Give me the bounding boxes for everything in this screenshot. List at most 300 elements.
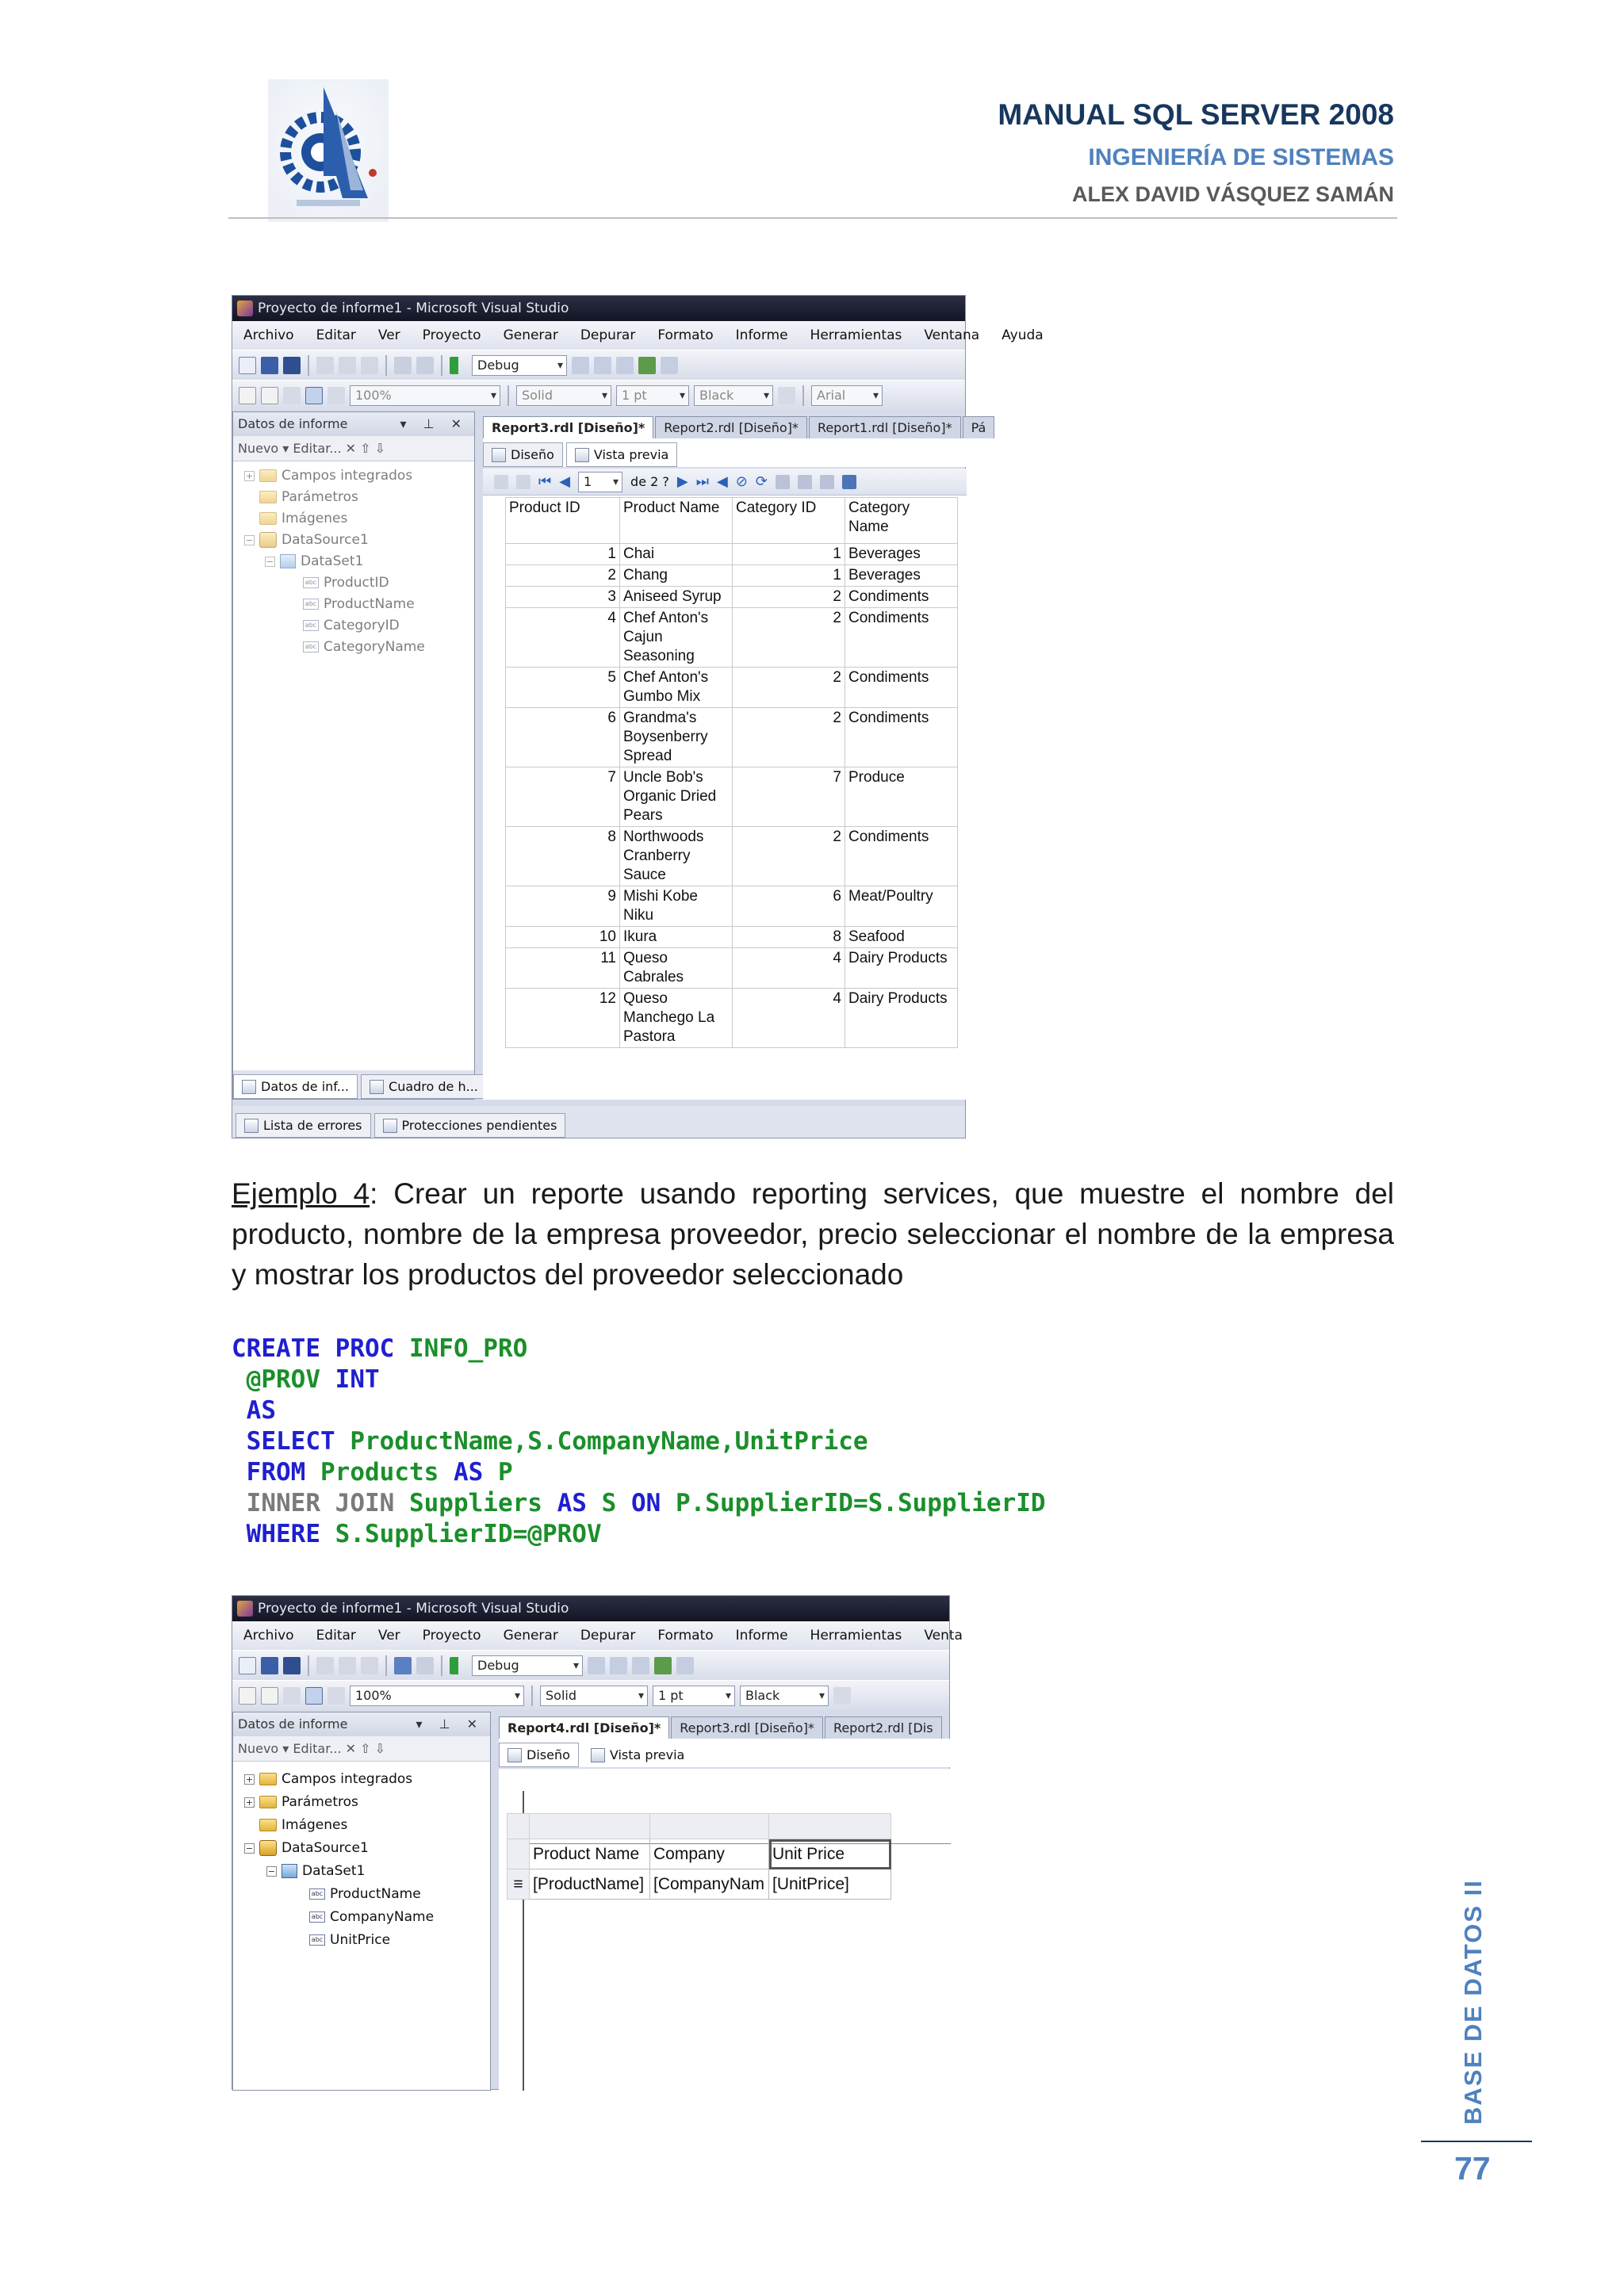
cell-category-id: 2 [733, 827, 845, 886]
document-map-icon[interactable] [516, 475, 530, 489]
header-cell-unit-price[interactable]: Unit Price [769, 1839, 891, 1869]
cell-category-id: 8 [733, 927, 845, 948]
status-tabs [232, 1106, 965, 1138]
cell-category-id: 2 [733, 708, 845, 767]
table-row [506, 886, 958, 927]
paste-icon[interactable] [361, 1657, 378, 1674]
report-data-panel [232, 411, 478, 1100]
cell-product-id: 9 [506, 886, 620, 927]
layout-icon[interactable] [283, 387, 301, 404]
collapse-icon[interactable]: − [245, 1843, 254, 1854]
solution-config-dropdown[interactable]: Debug ▾ [472, 1655, 583, 1676]
toolbar-separator [441, 355, 442, 376]
cell-product-id: 5 [506, 668, 620, 708]
solution-config-dropdown[interactable]: Debug ▾ [472, 355, 567, 376]
table-row [506, 668, 958, 708]
cell-product-name: Queso Manchego La Pastora [620, 989, 733, 1048]
expand-icon[interactable]: + [245, 1797, 254, 1808]
cell-product-name: Northwoods Cranberry Sauce [620, 827, 733, 886]
tree-item-campos-integrados[interactable]: + Campos integrados [245, 468, 413, 484]
cell-product-name: Chang [620, 565, 733, 587]
new-project-icon[interactable] [239, 357, 256, 374]
preview-table [505, 497, 958, 1048]
table-row [506, 927, 958, 948]
code-join-condition: P.SupplierID=S.SupplierID [675, 1489, 1046, 1517]
cell-category-id: 2 [733, 668, 845, 708]
properties-icon[interactable] [594, 357, 611, 374]
toolbar-separator [802, 385, 804, 406]
page-number: 77 [1454, 2150, 1491, 2187]
border-width-dropdown[interactable]: 1 pt ▾ [616, 385, 689, 406]
code-from: FROM [246, 1458, 306, 1487]
code-as: AS [246, 1396, 276, 1425]
zoom-dropdown[interactable]: 100% ▾ [350, 385, 500, 406]
field-icon: abc [309, 1888, 325, 1900]
code-where: WHERE [246, 1520, 320, 1548]
table-row [506, 708, 958, 767]
cell-category-name: Meat/Poultry [845, 886, 958, 927]
toolbox-icon[interactable] [632, 1657, 649, 1674]
menu-informe[interactable]: Informe [735, 1628, 788, 1644]
code-inner-join: INNER JOIN [246, 1489, 395, 1517]
export-icon[interactable] [842, 475, 856, 489]
cell-category-name: Dairy Products [845, 948, 958, 989]
save-icon[interactable] [261, 1657, 278, 1674]
cell-product-name: Ikura [620, 927, 733, 948]
toolbar-separator [308, 1655, 309, 1676]
panel-title: Datos de informe [238, 416, 348, 431]
tree-item-campos-integrados[interactable]: + Campos integrados [245, 1771, 413, 1787]
cell-category-id: 4 [733, 989, 845, 1048]
tab-report4[interactable]: Report4.rdl [Diseño]* [499, 1716, 669, 1739]
cell-product-id: 8 [506, 827, 620, 886]
copy-icon[interactable] [339, 357, 356, 374]
vs-window-preview [232, 295, 1044, 1138]
detail-row-handle-icon[interactable]: ≡ [508, 1869, 530, 1900]
paste-icon[interactable] [361, 357, 378, 374]
code-on: ON [630, 1489, 661, 1517]
panel-toolbar[interactable]: Nuevo ▾ Editar... ✕ ⇧ ⇩ [233, 1736, 490, 1762]
border-style-dropdown[interactable]: Solid ▾ [516, 385, 611, 406]
code-where-condition: S.SupplierID=@PROV [335, 1520, 602, 1548]
menu-ver[interactable]: Ver [377, 1628, 400, 1644]
collapse-icon[interactable]: − [266, 556, 274, 567]
tree-field-unitprice[interactable]: abc UnitPrice [309, 1932, 390, 1948]
cell-category-name: Condiments [845, 708, 958, 767]
folder-icon [259, 512, 277, 525]
code-proc-name: INFO_PRO [408, 1334, 528, 1363]
cell-category-id: 1 [733, 565, 845, 587]
start-debug-icon[interactable] [450, 1657, 467, 1674]
align-icon[interactable] [327, 387, 345, 404]
standard-toolbar [232, 1650, 949, 1680]
footer-divider [1421, 2141, 1532, 2142]
cell-product-id: 2 [506, 565, 620, 587]
pending-checkins-icon [383, 1119, 397, 1133]
expand-icon[interactable]: + [245, 1774, 254, 1785]
border-color-dropdown[interactable]: Black ▾ [740, 1686, 829, 1706]
menu-bar [232, 321, 1044, 350]
panel-window-controls[interactable]: ▾ ⊥ ✕ [416, 1716, 484, 1732]
menu-formato[interactable]: Formato [657, 327, 714, 343]
list-icon[interactable] [305, 1687, 323, 1705]
field-icon: abc [309, 1911, 325, 1923]
code-create-proc: CREATE PROC [232, 1334, 395, 1363]
window-title: Proyecto de informe1 - Microsoft Visual Studio [258, 300, 569, 316]
preview-toolbar [483, 469, 967, 496]
back-icon[interactable]: ◀ [716, 473, 728, 490]
cell-category-id: 4 [733, 948, 845, 989]
row-handle[interactable] [508, 1839, 530, 1869]
tab-lista-de-errores[interactable]: Lista de errores [236, 1113, 371, 1138]
table-row [506, 587, 958, 608]
save-all-icon[interactable] [283, 1657, 301, 1674]
code-table-products: Products [320, 1458, 439, 1487]
cell-product-name: Mishi Kobe Niku [620, 886, 733, 927]
previous-page-icon[interactable]: ◀ [559, 473, 571, 490]
cell-category-name: Beverages [845, 544, 958, 565]
table-row [506, 827, 958, 886]
menu-herramientas[interactable]: Herramientas [810, 1628, 902, 1644]
side-section-label: BASE DE DATOS II [1459, 1879, 1487, 2125]
code-alias-p: P [497, 1458, 513, 1487]
panel-bottom-tabs [233, 1070, 478, 1099]
menu-ventana[interactable]: Venta [924, 1628, 963, 1644]
cell-product-name: Chef Anton's Cajun Seasoning [620, 608, 733, 668]
list-icon[interactable] [305, 387, 323, 404]
tree-field-productname[interactable]: abc ProductName [309, 1886, 421, 1902]
tree-field-categoryid[interactable]: abc CategoryID [303, 618, 400, 633]
zoom-dropdown[interactable]: 100% ▾ [350, 1686, 524, 1706]
toolbar-separator [508, 385, 509, 406]
undo-icon[interactable] [394, 357, 412, 374]
report-data-icon [242, 1080, 256, 1094]
window-title-bar [232, 1596, 949, 1621]
redo-icon[interactable] [416, 1657, 434, 1674]
visual-studio-icon [237, 300, 253, 316]
cell-product-name: Uncle Bob's Organic Dried Pears [620, 767, 733, 827]
report-data-panel [232, 1712, 491, 2091]
column-header-category-name: Category Name [845, 498, 958, 544]
tab-report1[interactable]: Report1.rdl [Diseño]* [809, 416, 961, 438]
tree-item-datasource1[interactable]: − DataSource1 [245, 532, 369, 548]
menu-depurar[interactable]: Depurar [580, 1628, 636, 1644]
tab-vista-previa[interactable]: Vista previa [582, 1743, 693, 1767]
header-cell-product-name[interactable]: Product Name [530, 1839, 650, 1869]
code-int: INT [335, 1365, 380, 1394]
tree-field-productname[interactable]: abc ProductName [303, 596, 415, 612]
column-header-product-name: Product Name [620, 498, 733, 544]
menu-proyecto[interactable]: Proyecto [422, 327, 481, 343]
report-formatting-toolbar [232, 1680, 949, 1710]
tab-datos-de-informe[interactable]: Datos de inf... [233, 1074, 358, 1099]
vs-window-design [232, 1595, 963, 2090]
save-icon[interactable] [261, 357, 278, 374]
menu-generar[interactable]: Generar [503, 1628, 558, 1644]
view-tabs [483, 438, 967, 467]
report-design-surface [499, 1769, 951, 2091]
header-cell-company[interactable]: Company [650, 1839, 769, 1869]
start-debug-icon[interactable] [450, 357, 467, 374]
cell-product-id: 3 [506, 587, 620, 608]
field-icon: abc [309, 1934, 325, 1946]
new-project-icon[interactable] [239, 1657, 256, 1674]
panel-toolbar[interactable]: Nuevo ▾ Editar... ✕ ⇧ ⇩ [233, 436, 474, 461]
folder-icon [259, 1796, 277, 1808]
tree-item-parametros[interactable]: Parámetros [259, 489, 358, 505]
column-handle[interactable] [769, 1814, 891, 1839]
toolbar-separator [308, 355, 309, 376]
cell-category-id: 2 [733, 608, 845, 668]
cell-category-name: Beverages [845, 565, 958, 587]
border-style-dropdown[interactable]: Solid ▾ [540, 1686, 648, 1706]
code-param: @PROV [246, 1365, 320, 1394]
design-icon [492, 448, 506, 462]
object-browser-icon[interactable] [638, 357, 656, 374]
cell-product-id: 4 [506, 608, 620, 668]
report-data-panel-header [233, 1712, 490, 1736]
table-row [506, 544, 958, 565]
column-handle[interactable] [530, 1814, 650, 1839]
menu-bar [232, 1621, 963, 1650]
menu-generar[interactable]: Generar [503, 327, 558, 343]
stop-icon[interactable]: ⊘ [735, 473, 748, 490]
cell-product-name: Chef Anton's Gumbo Mix [620, 668, 733, 708]
tab-diseno[interactable]: Diseño [483, 442, 563, 467]
toolbar-separator [385, 355, 387, 376]
menu-ver[interactable]: Ver [377, 327, 400, 343]
tree-item-dataset1[interactable]: − DataSet1 [267, 1863, 366, 1879]
detail-cell-companyname[interactable]: [CompanyNam [650, 1869, 769, 1900]
cell-product-id: 11 [506, 948, 620, 989]
menu-informe[interactable]: Informe [735, 327, 788, 343]
collapse-icon[interactable]: − [267, 1866, 276, 1877]
cell-product-id: 1 [506, 544, 620, 565]
report-preview [483, 469, 967, 1100]
folder-icon [259, 469, 277, 482]
first-page-icon[interactable]: ⏮ [538, 473, 552, 490]
row-handle-corner[interactable] [508, 1814, 530, 1839]
menu-archivo[interactable]: Archivo [243, 1628, 294, 1644]
header-subtitle: INGENIERÍA DE SISTEMAS [1088, 144, 1394, 170]
tab-report2[interactable]: Report2.rdl [Diseño]* [655, 416, 807, 438]
last-page-icon[interactable]: ⏭ [695, 473, 709, 490]
design-column-handles [508, 1814, 891, 1839]
folder-icon [259, 491, 277, 503]
tab-report2[interactable]: Report2.rdl [Dis [825, 1716, 942, 1739]
menu-ayuda[interactable]: Ayuda [1002, 327, 1044, 343]
window-title: Proyecto de informe1 - Microsoft Visual Studio [258, 1601, 569, 1617]
table-header-row [506, 498, 958, 544]
layout-icon[interactable] [283, 1687, 301, 1705]
panel-title: Datos de informe [238, 1716, 348, 1732]
borders-icon[interactable] [778, 387, 795, 404]
window-title-bar [232, 296, 965, 321]
page-icon[interactable] [261, 1687, 278, 1705]
menu-proyecto[interactable]: Proyecto [422, 1628, 481, 1644]
cell-product-name: Grandma's Boysenberry Spread [620, 708, 733, 767]
toolbox-icon[interactable] [616, 357, 634, 374]
tab-more[interactable]: Pá [963, 416, 995, 438]
border-width-dropdown[interactable]: 1 pt ▾ [653, 1686, 735, 1706]
tree-field-categoryname[interactable]: abc CategoryName [303, 639, 425, 655]
cell-product-id: 10 [506, 927, 620, 948]
field-icon: abc [303, 599, 319, 610]
header-divider [228, 217, 1397, 219]
object-browser-icon[interactable] [654, 1657, 672, 1674]
column-handle[interactable] [650, 1814, 769, 1839]
print-icon[interactable] [776, 475, 790, 489]
report-formatting-toolbar [232, 380, 965, 410]
cell-category-name: Condiments [845, 608, 958, 668]
menu-ventana[interactable]: Ventana [924, 327, 980, 343]
page-count: de 2 ? [630, 474, 669, 489]
cut-icon[interactable] [316, 357, 334, 374]
cell-product-id: 12 [506, 989, 620, 1048]
menu-editar[interactable]: Editar [316, 327, 356, 343]
detail-cell-unitprice[interactable]: [UnitPrice] [769, 1869, 891, 1900]
menu-herramientas[interactable]: Herramientas [810, 327, 902, 343]
page-icon[interactable] [239, 1687, 256, 1705]
cell-category-name: Condiments [845, 587, 958, 608]
error-list-icon [244, 1119, 259, 1133]
window-icon[interactable] [661, 357, 678, 374]
tab-cuadro-de-herramientas[interactable]: Cuadro de h... [361, 1074, 487, 1099]
preview-icon [591, 1748, 605, 1762]
collapse-icon[interactable]: − [245, 534, 254, 545]
toolbar-separator [531, 1686, 533, 1706]
tree-item-imagenes[interactable]: Imágenes [259, 1817, 347, 1833]
example-4-description [232, 1173, 1394, 1295]
window-icon[interactable] [676, 1657, 694, 1674]
menu-depurar[interactable]: Depurar [580, 327, 636, 343]
column-header-product-id: Product ID [506, 498, 620, 544]
dataset-icon [282, 1864, 297, 1878]
folder-icon [259, 1819, 277, 1831]
table-row [506, 608, 958, 668]
preview-table-body [506, 544, 958, 1048]
report-data-panel-header [233, 412, 474, 436]
design-icon [508, 1748, 522, 1762]
cut-icon[interactable] [316, 1657, 334, 1674]
code-alias-s: S [601, 1489, 617, 1517]
tree-item-parametros[interactable]: + Parámetros [245, 1794, 358, 1810]
table-row [506, 767, 958, 827]
tab-protecciones-pendientes[interactable]: Protecciones pendientes [374, 1113, 566, 1138]
cell-category-name: Condiments [845, 668, 958, 708]
menu-formato[interactable]: Formato [657, 1628, 714, 1644]
undo-icon[interactable] [394, 1657, 412, 1674]
find-icon[interactable] [572, 357, 589, 374]
cell-product-name: Queso Cabrales [620, 948, 733, 989]
tab-report3[interactable]: Report3.rdl [Diseño]* [483, 416, 653, 438]
datasource-icon [259, 532, 277, 548]
toolbar-separator [441, 1655, 442, 1676]
view-tabs [499, 1739, 951, 1767]
cell-category-name: Produce [845, 767, 958, 827]
standard-toolbar [232, 350, 965, 380]
tree-item-imagenes[interactable]: Imágenes [259, 511, 347, 526]
design-header-row [508, 1839, 891, 1869]
page-number-input[interactable]: 1 ▾ [578, 472, 622, 492]
table-row [506, 948, 958, 989]
expand-icon[interactable]: + [245, 470, 254, 481]
print-layout-icon[interactable] [798, 475, 812, 489]
tree-field-productid[interactable]: abc ProductID [303, 575, 389, 591]
table-row [506, 989, 958, 1048]
cell-product-id: 6 [506, 708, 620, 767]
code-as-3: AS [557, 1489, 587, 1517]
header-author: ALEX DAVID VÁSQUEZ SAMÁN [1071, 182, 1394, 206]
tab-report3[interactable]: Report3.rdl [Diseño]* [671, 1716, 823, 1739]
code-select: SELECT [246, 1427, 335, 1456]
cell-product-name: Chai [620, 544, 733, 565]
field-icon: abc [303, 620, 319, 631]
tree-item-dataset1[interactable]: − DataSet1 [266, 553, 364, 569]
detail-cell-productname[interactable]: [ProductName] [530, 1869, 650, 1900]
page-setup-icon[interactable] [820, 475, 834, 489]
parameters-icon[interactable] [494, 475, 508, 489]
design-table [507, 1813, 891, 1900]
datasource-icon [259, 1840, 277, 1856]
cell-category-id: 2 [733, 587, 845, 608]
code-as-2: AS [453, 1458, 484, 1487]
sql-code-block [232, 1334, 1046, 1550]
tree-field-companyname[interactable]: abc CompanyName [309, 1909, 434, 1925]
field-icon: abc [303, 577, 319, 588]
cell-category-id: 7 [733, 767, 845, 827]
next-page-icon[interactable]: ▶ [676, 473, 688, 490]
menu-archivo[interactable]: Archivo [243, 327, 294, 343]
field-icon: abc [303, 641, 319, 652]
page-icon[interactable] [261, 387, 278, 404]
redo-icon[interactable] [416, 357, 434, 374]
page-icon[interactable] [239, 387, 256, 404]
cell-category-name: Seafood [845, 927, 958, 948]
code-table-suppliers: Suppliers [408, 1489, 542, 1517]
align-icon[interactable] [327, 1687, 345, 1705]
font-dropdown[interactable]: Arial ▾ [811, 385, 883, 406]
panel-window-controls[interactable]: ▾ ⊥ ✕ [400, 416, 468, 431]
folder-icon [259, 1773, 277, 1785]
border-color-dropdown[interactable]: Black ▾ [694, 385, 773, 406]
design-detail-row [508, 1869, 891, 1900]
copy-icon[interactable] [339, 1657, 356, 1674]
cell-category-name: Dairy Products [845, 989, 958, 1048]
code-select-columns: ProductName,S.CompanyName,UnitPrice [350, 1427, 868, 1456]
refresh-icon[interactable]: ⟳ [755, 473, 768, 490]
example-text: : Crear un reporte usando reporting services, que muestre el nombre del producto, nombre de la empresa proveedor, precio seleccionar el nombre de la empresa y mostrar los productos del proveedor seleccionado [232, 1177, 1394, 1291]
borders-icon[interactable] [833, 1687, 851, 1705]
institution-logo [268, 79, 389, 222]
menu-editar[interactable]: Editar [316, 1628, 356, 1644]
find-icon[interactable] [588, 1657, 605, 1674]
column-header-category-id: Category ID [733, 498, 845, 544]
document-tabs [499, 1713, 942, 1739]
example-label: Ejemplo 4 [232, 1177, 370, 1210]
save-all-icon[interactable] [283, 357, 301, 374]
preview-icon [575, 448, 589, 462]
tab-vista-previa[interactable]: Vista previa [566, 442, 677, 467]
tree-item-datasource1[interactable]: − DataSource1 [245, 1840, 369, 1856]
cell-category-name: Condiments [845, 827, 958, 886]
toolbox-icon [370, 1080, 384, 1094]
tab-diseno[interactable]: Diseño [499, 1743, 579, 1767]
toolbar-separator [385, 1655, 387, 1676]
table-row [506, 565, 958, 587]
properties-icon[interactable] [610, 1657, 627, 1674]
header-title: MANUAL SQL SERVER 2008 [998, 98, 1394, 131]
